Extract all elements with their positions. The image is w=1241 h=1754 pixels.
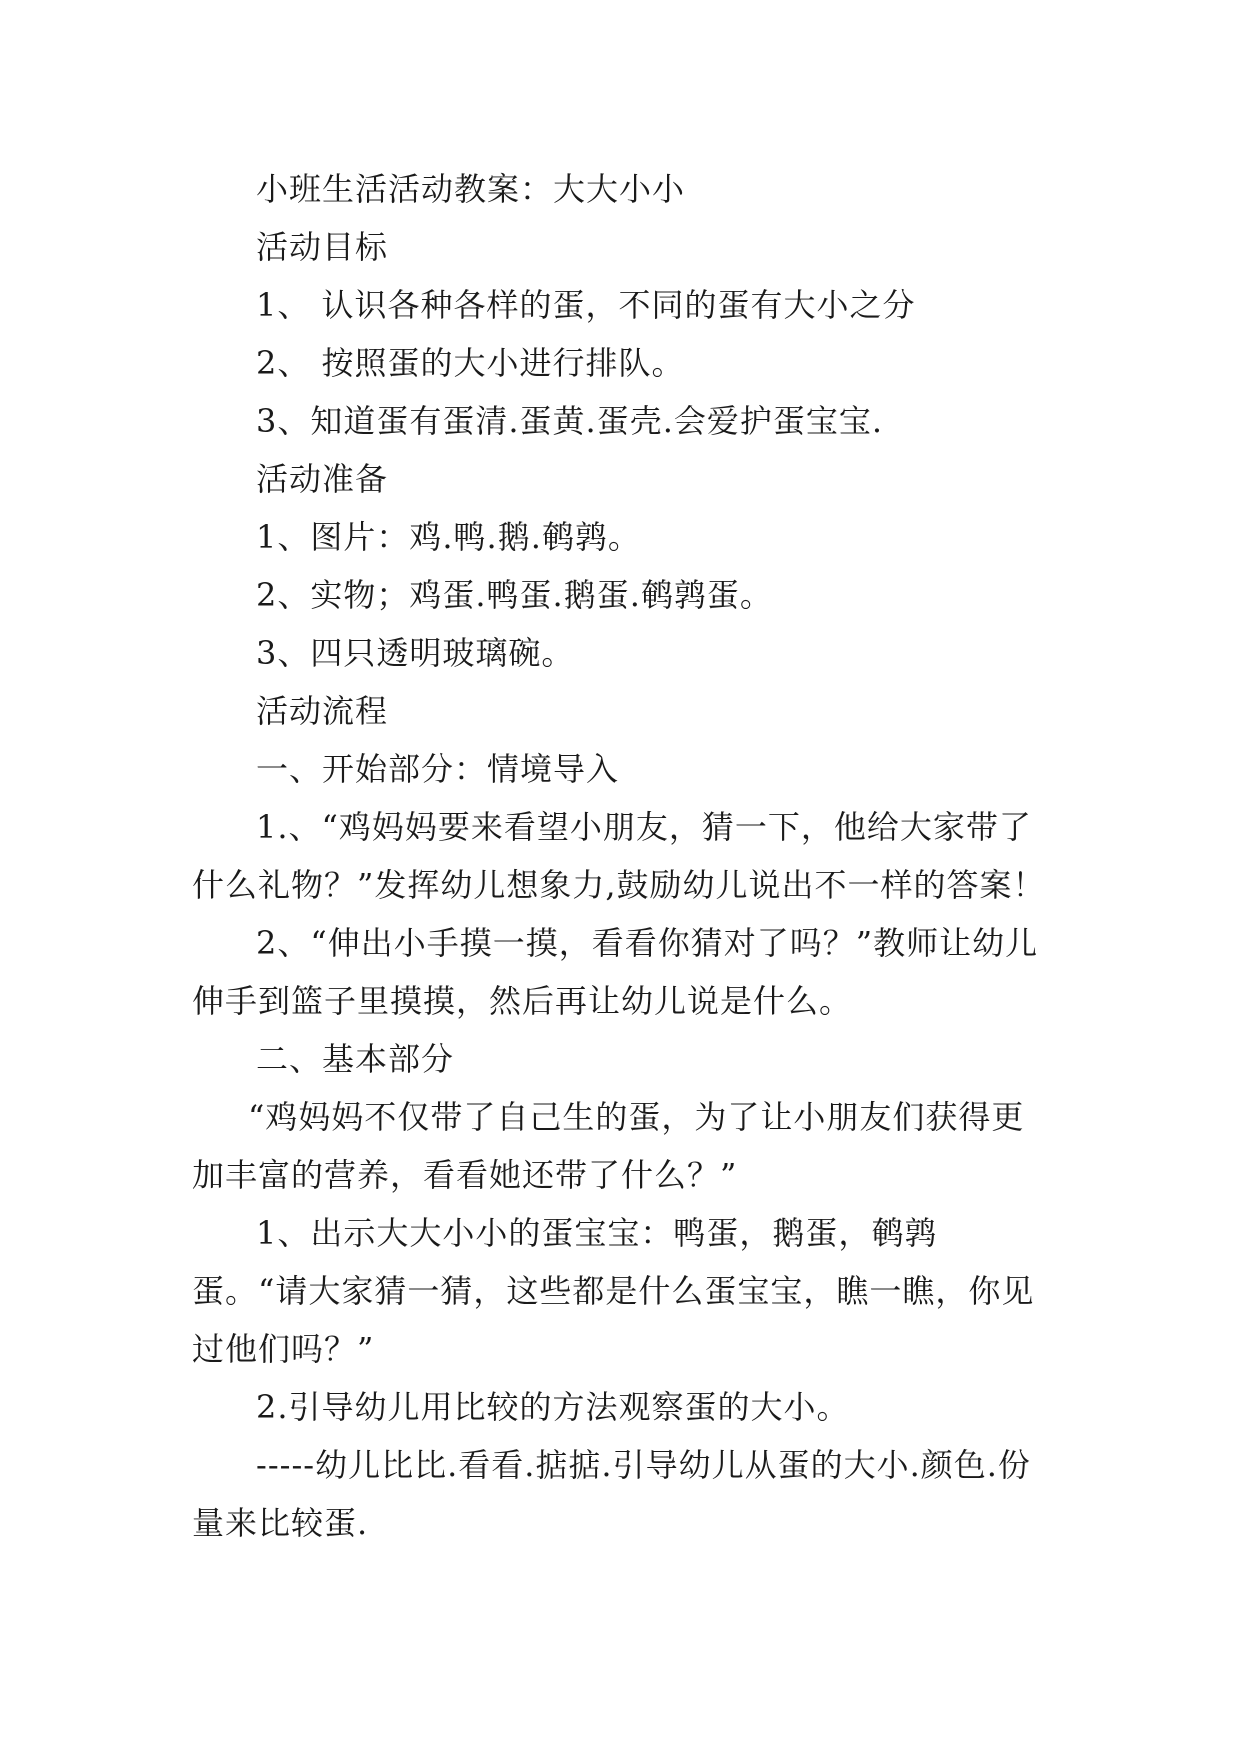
document-body	[192, 160, 1052, 1552]
section-basic: 二、基本部分	[256, 1040, 455, 1078]
opening-step-1: 1.、“鸡妈妈要来看望小朋友，猜一下，他给大家带了什么礼物？”发挥幼儿想象力,鼓励幼儿说出不一样的答案！	[192, 808, 1046, 904]
document-title: 小班生活活动教案：大大小小	[256, 170, 686, 208]
basic-step-2: 2.引导幼儿用比较的方法观察蛋的大小。	[256, 1388, 850, 1426]
heading-activity-process: 活动流程	[256, 692, 389, 730]
basic-intro-quote: “鸡妈妈不仅带了自己生的蛋，为了让小朋友们获得更加丰富的营养，看看她还带了什么？”	[192, 1098, 1025, 1194]
preparation-item-1: 1、图片：鸡.鸭.鹅.鹌鹑。	[256, 518, 641, 556]
basic-step-2-detail: -----幼儿比比.看看.掂掂.引导幼儿从蛋的大小.颜色.份量来比较蛋.	[192, 1446, 1031, 1542]
heading-activity-goals: 活动目标	[256, 228, 389, 266]
heading-activity-preparation: 活动准备	[256, 460, 389, 498]
preparation-item-2: 2、实物；鸡蛋.鸭蛋.鹅蛋.鹌鹑蛋。	[256, 576, 773, 614]
goal-item-1: 1、 认识各种各样的蛋，不同的蛋有大小之分	[256, 286, 916, 324]
goal-item-2: 2、 按照蛋的大小进行排队。	[256, 344, 685, 382]
preparation-item-3: 3、四只透明玻璃碗。	[256, 634, 575, 672]
goal-item-3: 3、知道蛋有蛋清.蛋黄.蛋壳.会爱护蛋宝宝.	[256, 402, 884, 440]
opening-step-2: 2、“伸出小手摸一摸，看看你猜对了吗？”教师让幼儿伸手到篮子里摸摸，然后再让幼儿说是什么。	[192, 924, 1039, 1020]
section-opening: 一、开始部分：情境导入	[256, 750, 620, 788]
basic-step-1: 1、出示大大小小的蛋宝宝：鸭蛋，鹅蛋，鹌鹑蛋。“请大家猜一猜，这些都是什么蛋宝宝，瞧一瞧，你见过他们吗？”	[192, 1214, 1035, 1368]
